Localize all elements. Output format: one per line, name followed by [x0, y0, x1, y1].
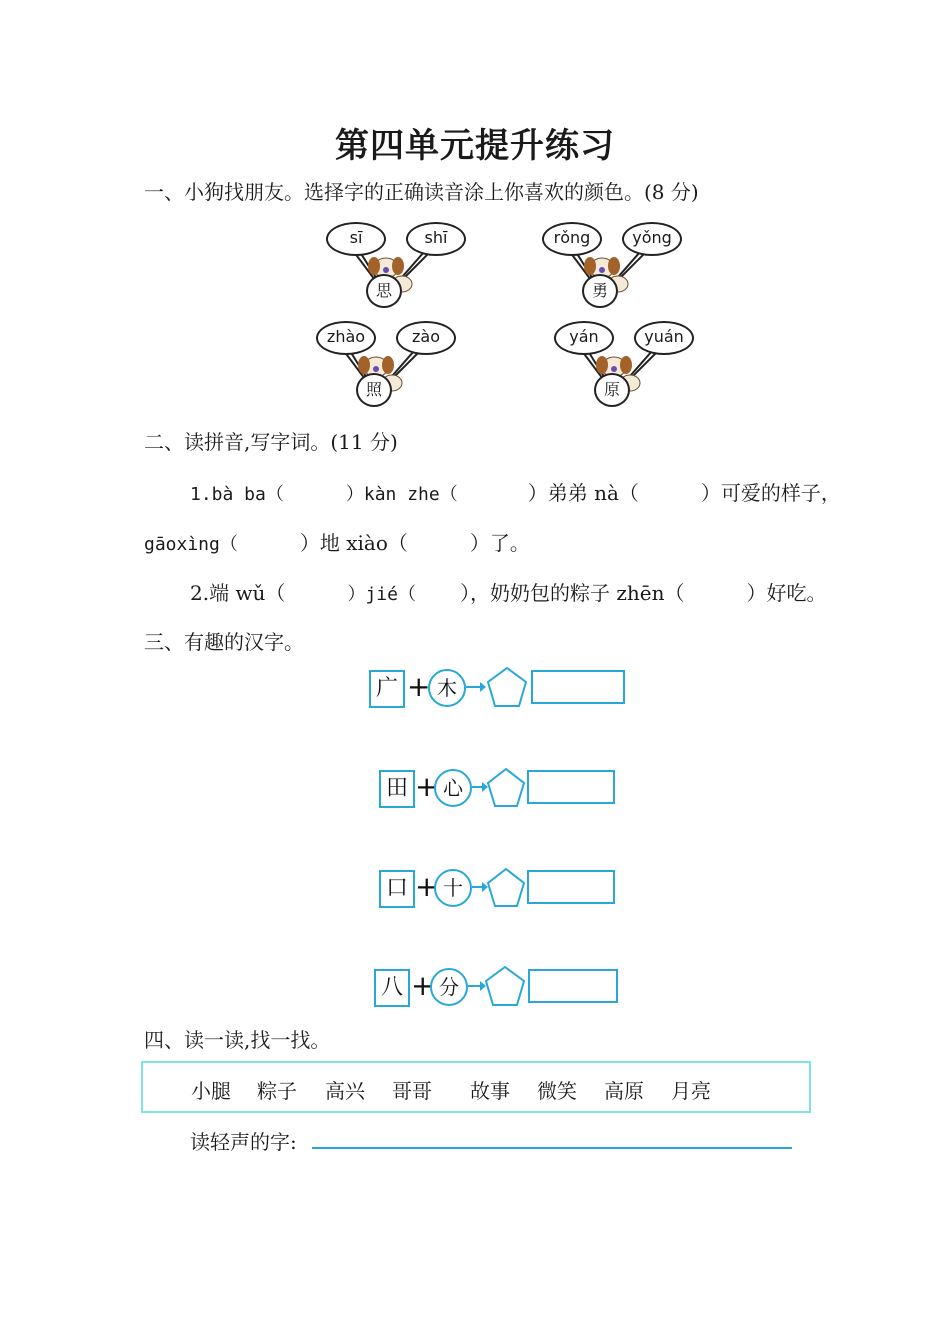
plus-sign: + [407, 670, 431, 703]
pinyin-option-left[interactable]: yán [554, 321, 614, 355]
plus-sign: + [411, 969, 435, 1002]
word-item: 粽子 [257, 1079, 297, 1103]
pinyin-option-right[interactable]: yuán [634, 321, 694, 355]
word-item: 高原 [604, 1079, 644, 1103]
answer-underline[interactable] [312, 1147, 792, 1149]
page-title: 第四单元提升练习 [335, 126, 615, 166]
answer-box[interactable] [527, 870, 615, 904]
word-item: 哥哥 [392, 1079, 432, 1103]
word-box [141, 1061, 811, 1113]
answer-box[interactable] [527, 770, 615, 804]
plus-sign: + [415, 870, 439, 903]
hanzi-bubble: 照 [356, 373, 392, 407]
arrow-pentagon-icon [464, 666, 530, 710]
answer-box[interactable] [528, 969, 618, 1003]
component-box: 口 [379, 870, 415, 908]
pinyin-option-right[interactable]: zào [396, 321, 456, 355]
answer-box[interactable] [531, 670, 625, 704]
answer-pentagon[interactable] [488, 869, 524, 906]
dog-group-1 [326, 222, 486, 322]
pinyin-option-left[interactable]: rǒng [542, 222, 602, 256]
answer-pentagon[interactable] [488, 668, 526, 706]
word-item: 高兴 [325, 1079, 365, 1103]
pinyin-option-left[interactable]: sī [326, 222, 386, 256]
char-puzzle-1 [369, 666, 629, 710]
pinyin-option-left[interactable]: zhào [316, 321, 376, 355]
char-puzzle-4 [374, 965, 620, 1009]
component-box: 田 [379, 770, 415, 808]
neutral-tone-prompt: 读轻声的字: [190, 1130, 297, 1154]
section4-heading: 四、读一读,找一找。 [144, 1028, 331, 1052]
q2-line: 2.端 wǔ（ ）jié（ ），奶奶包的粽子 zhēn（ ）好吃。 [190, 581, 827, 605]
hanzi-bubble: 思 [366, 274, 402, 308]
component-box: 八 [374, 969, 410, 1007]
component-circle: 木 [428, 669, 466, 707]
component-circle: 十 [434, 869, 472, 907]
section2-heading: 二、读拼音,写字词。(11 分) [144, 430, 398, 454]
dog-group-2 [542, 222, 702, 322]
arrow-pentagon-icon [466, 965, 526, 1009]
section1-heading: 一、小狗找朋友。选择字的正确读音涂上你喜欢的颜色。(8 分) [144, 180, 699, 204]
arrow-pentagon-icon [470, 866, 526, 910]
word-item: 微笑 [537, 1079, 577, 1103]
char-puzzle-2 [379, 766, 619, 810]
answer-pentagon[interactable] [488, 769, 524, 806]
component-circle: 分 [430, 968, 468, 1006]
pinyin-option-right[interactable]: yǒng [622, 222, 682, 256]
pinyin-option-right[interactable]: shī [406, 222, 466, 256]
hanzi-bubble: 原 [594, 373, 630, 407]
section3-heading: 三、有趣的汉字。 [144, 630, 304, 654]
plus-sign: + [415, 770, 439, 803]
arrow-pentagon-icon [470, 766, 526, 810]
dog-group-3 [316, 321, 476, 421]
dog-group-4 [554, 321, 714, 421]
char-puzzle-3 [379, 866, 619, 910]
component-box: 广 [369, 670, 405, 708]
hanzi-bubble: 勇 [582, 274, 618, 308]
word-item: 故事 [470, 1079, 510, 1103]
word-item: 小腿 [191, 1079, 231, 1103]
answer-pentagon[interactable] [486, 967, 524, 1005]
component-circle: 心 [434, 769, 472, 807]
q1-line1: 1.bà ba（ ）kàn zhe（ ）弟弟 nà（ ）可爱的样子， [190, 481, 841, 505]
word-item: 月亮 [671, 1079, 711, 1103]
q1-line2: gāoxìng（ ）地 xiào（ ）了。 [144, 531, 530, 555]
